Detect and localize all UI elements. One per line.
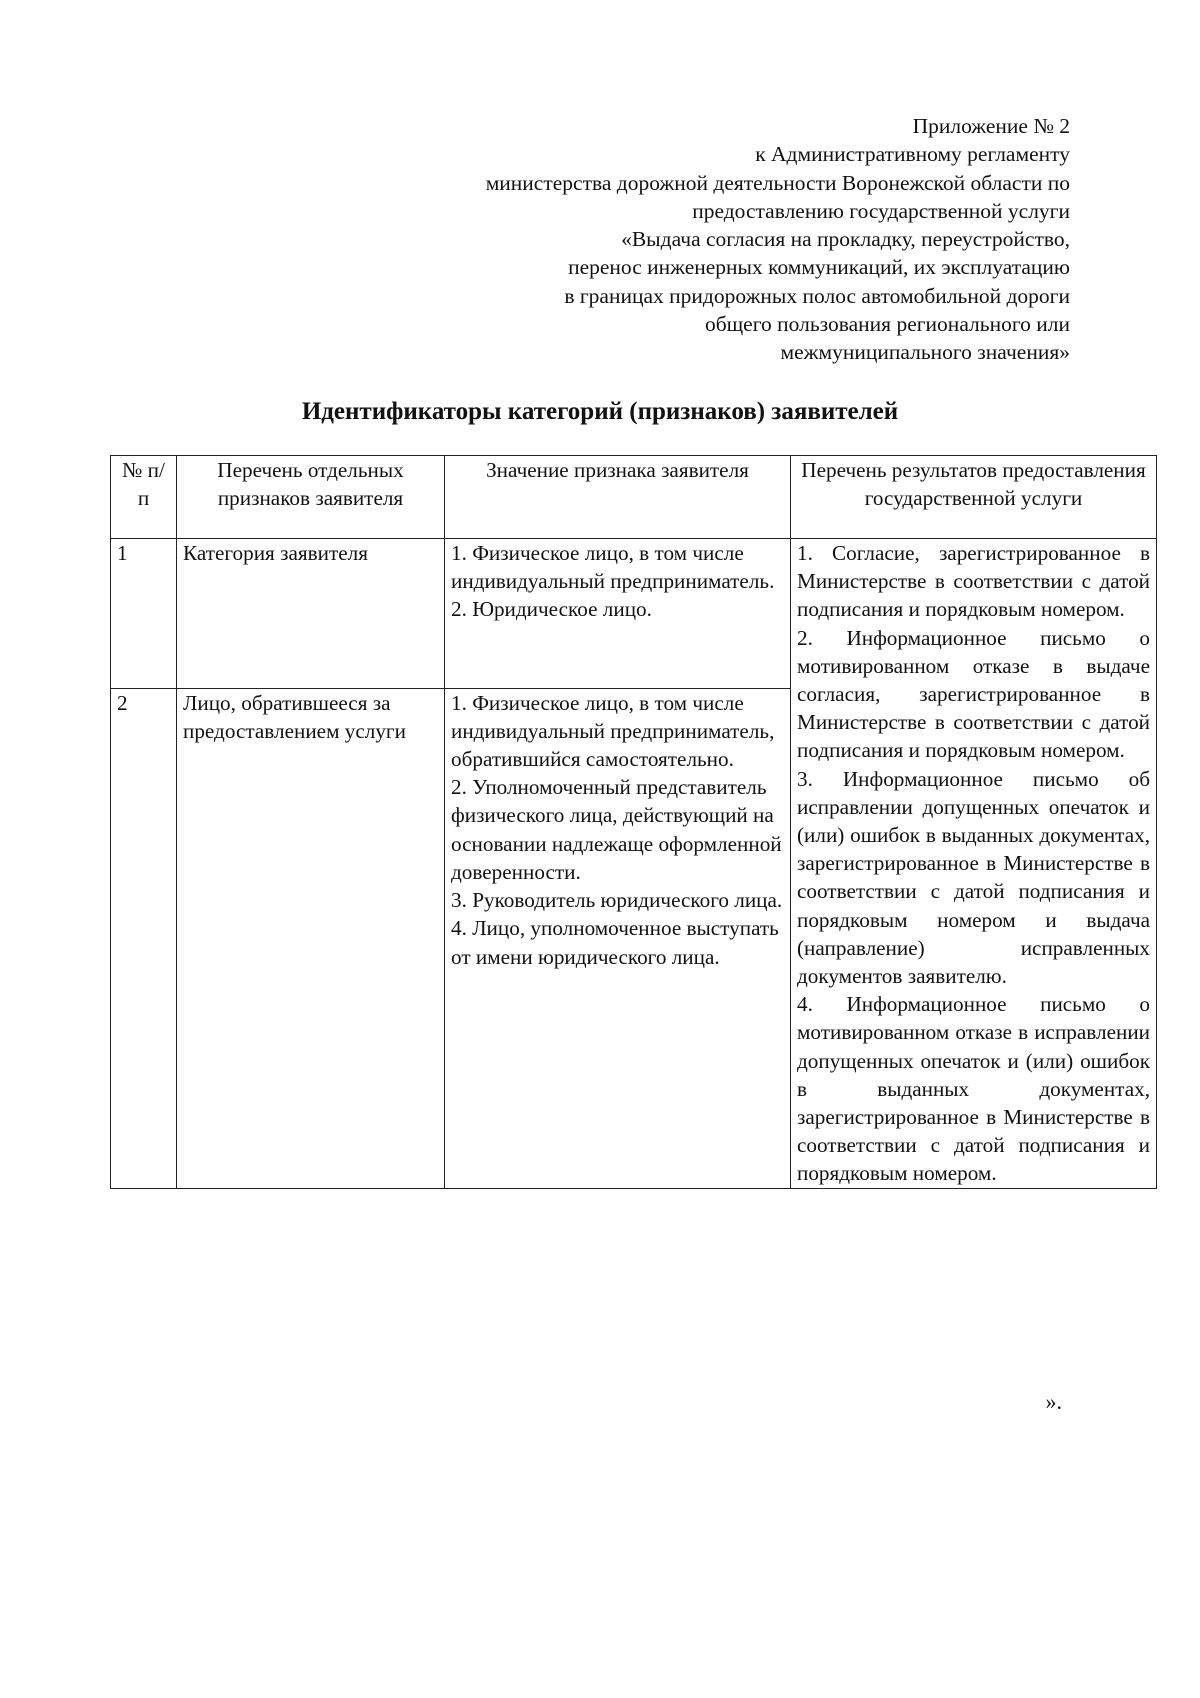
document-title: Идентификаторы категорий (признаков) заявителей (301, 398, 899, 425)
header-line: Приложение № 2 (912, 114, 1070, 138)
value-item: 1. Физическое лицо, в том числе индивидуальный предприниматель. (451, 541, 775, 594)
closing-quote: ». (1045, 1389, 1062, 1414)
row-values (445, 539, 791, 689)
result-item: 2. Информационное письмо о мотивированном отказе в выдаче согласия, зарегистрированное в Министерстве в соответствии с датой подписания и порядковым номером. (797, 625, 1150, 763)
row-feature: Лицо, обратившееся за предоставлением услуги (177, 688, 445, 1188)
results-cell (791, 539, 1157, 1189)
row-number: 1 (111, 539, 177, 689)
header-number: № п/п (111, 456, 177, 539)
header-line: к Административному регламенту (755, 142, 1070, 167)
header-line: в границах придорожных полос автомобильной дороги (564, 283, 1070, 308)
header-line: «Выдача согласия на прокладку, переустройство, (621, 227, 1070, 252)
value-item: 2. Уполномоченный представитель физического лица, действующий на основании надлежаще оформленной доверенности. (451, 775, 782, 884)
value-item: 4. Лицо, уполномоченное выступать от имени юридического лица. (451, 916, 779, 969)
row-feature: Категория заявителя (177, 539, 445, 689)
result-item: 3. Информационное письмо об исправлении допущенных опечаток и (или) ошибок в выданных документах, зарегистрированное в Министерстве в соответствии с датой подписания и порядковым номером и выдача (направление) исправленных документов заявителю. (797, 766, 1150, 989)
header-results-list: Перечень результатов предоставления государственной услуги (791, 456, 1157, 539)
table-header-row (111, 456, 1157, 539)
header-line: предоставлению государственной услуги (692, 198, 1070, 223)
header-feature-value: Значение признака заявителя (445, 456, 791, 539)
table-row (111, 539, 1157, 689)
header-line: межмуниципального значения» (780, 340, 1070, 365)
value-item: 3. Руководитель юридического лица. (451, 888, 783, 913)
appendix-header (486, 112, 1070, 367)
header-line: перенос инженерных коммуникаций, их эксплуатацию (568, 255, 1070, 280)
result-item: 4. Информационное письмо о мотивированном отказе в исправлении допущенных опечаток и (или) ошибок в выданных документах, зарегистрированное в Министерстве в соответствии с датой подписания и порядковым номером. (797, 992, 1150, 1186)
result-item: 1. Согласие, зарегистрированное в Министерстве в соответствии с датой подписания и порядковым номером. (797, 541, 1150, 622)
header-feature-list: Перечень отдельных признаков заявителя (177, 456, 445, 539)
applicant-criteria-table (110, 455, 1157, 1189)
row-number: 2 (111, 688, 177, 1188)
header-line: общего пользования регионального или (704, 312, 1070, 337)
value-item: 2. Юридическое лицо. (451, 597, 652, 622)
row-values (445, 688, 791, 1188)
header-line: министерства дорожной деятельности Воронежской области по (485, 170, 1070, 195)
value-item: 1. Физическое лицо, в том числе индивидуальный предприниматель, обратившийся самостоятельно. (451, 690, 775, 772)
